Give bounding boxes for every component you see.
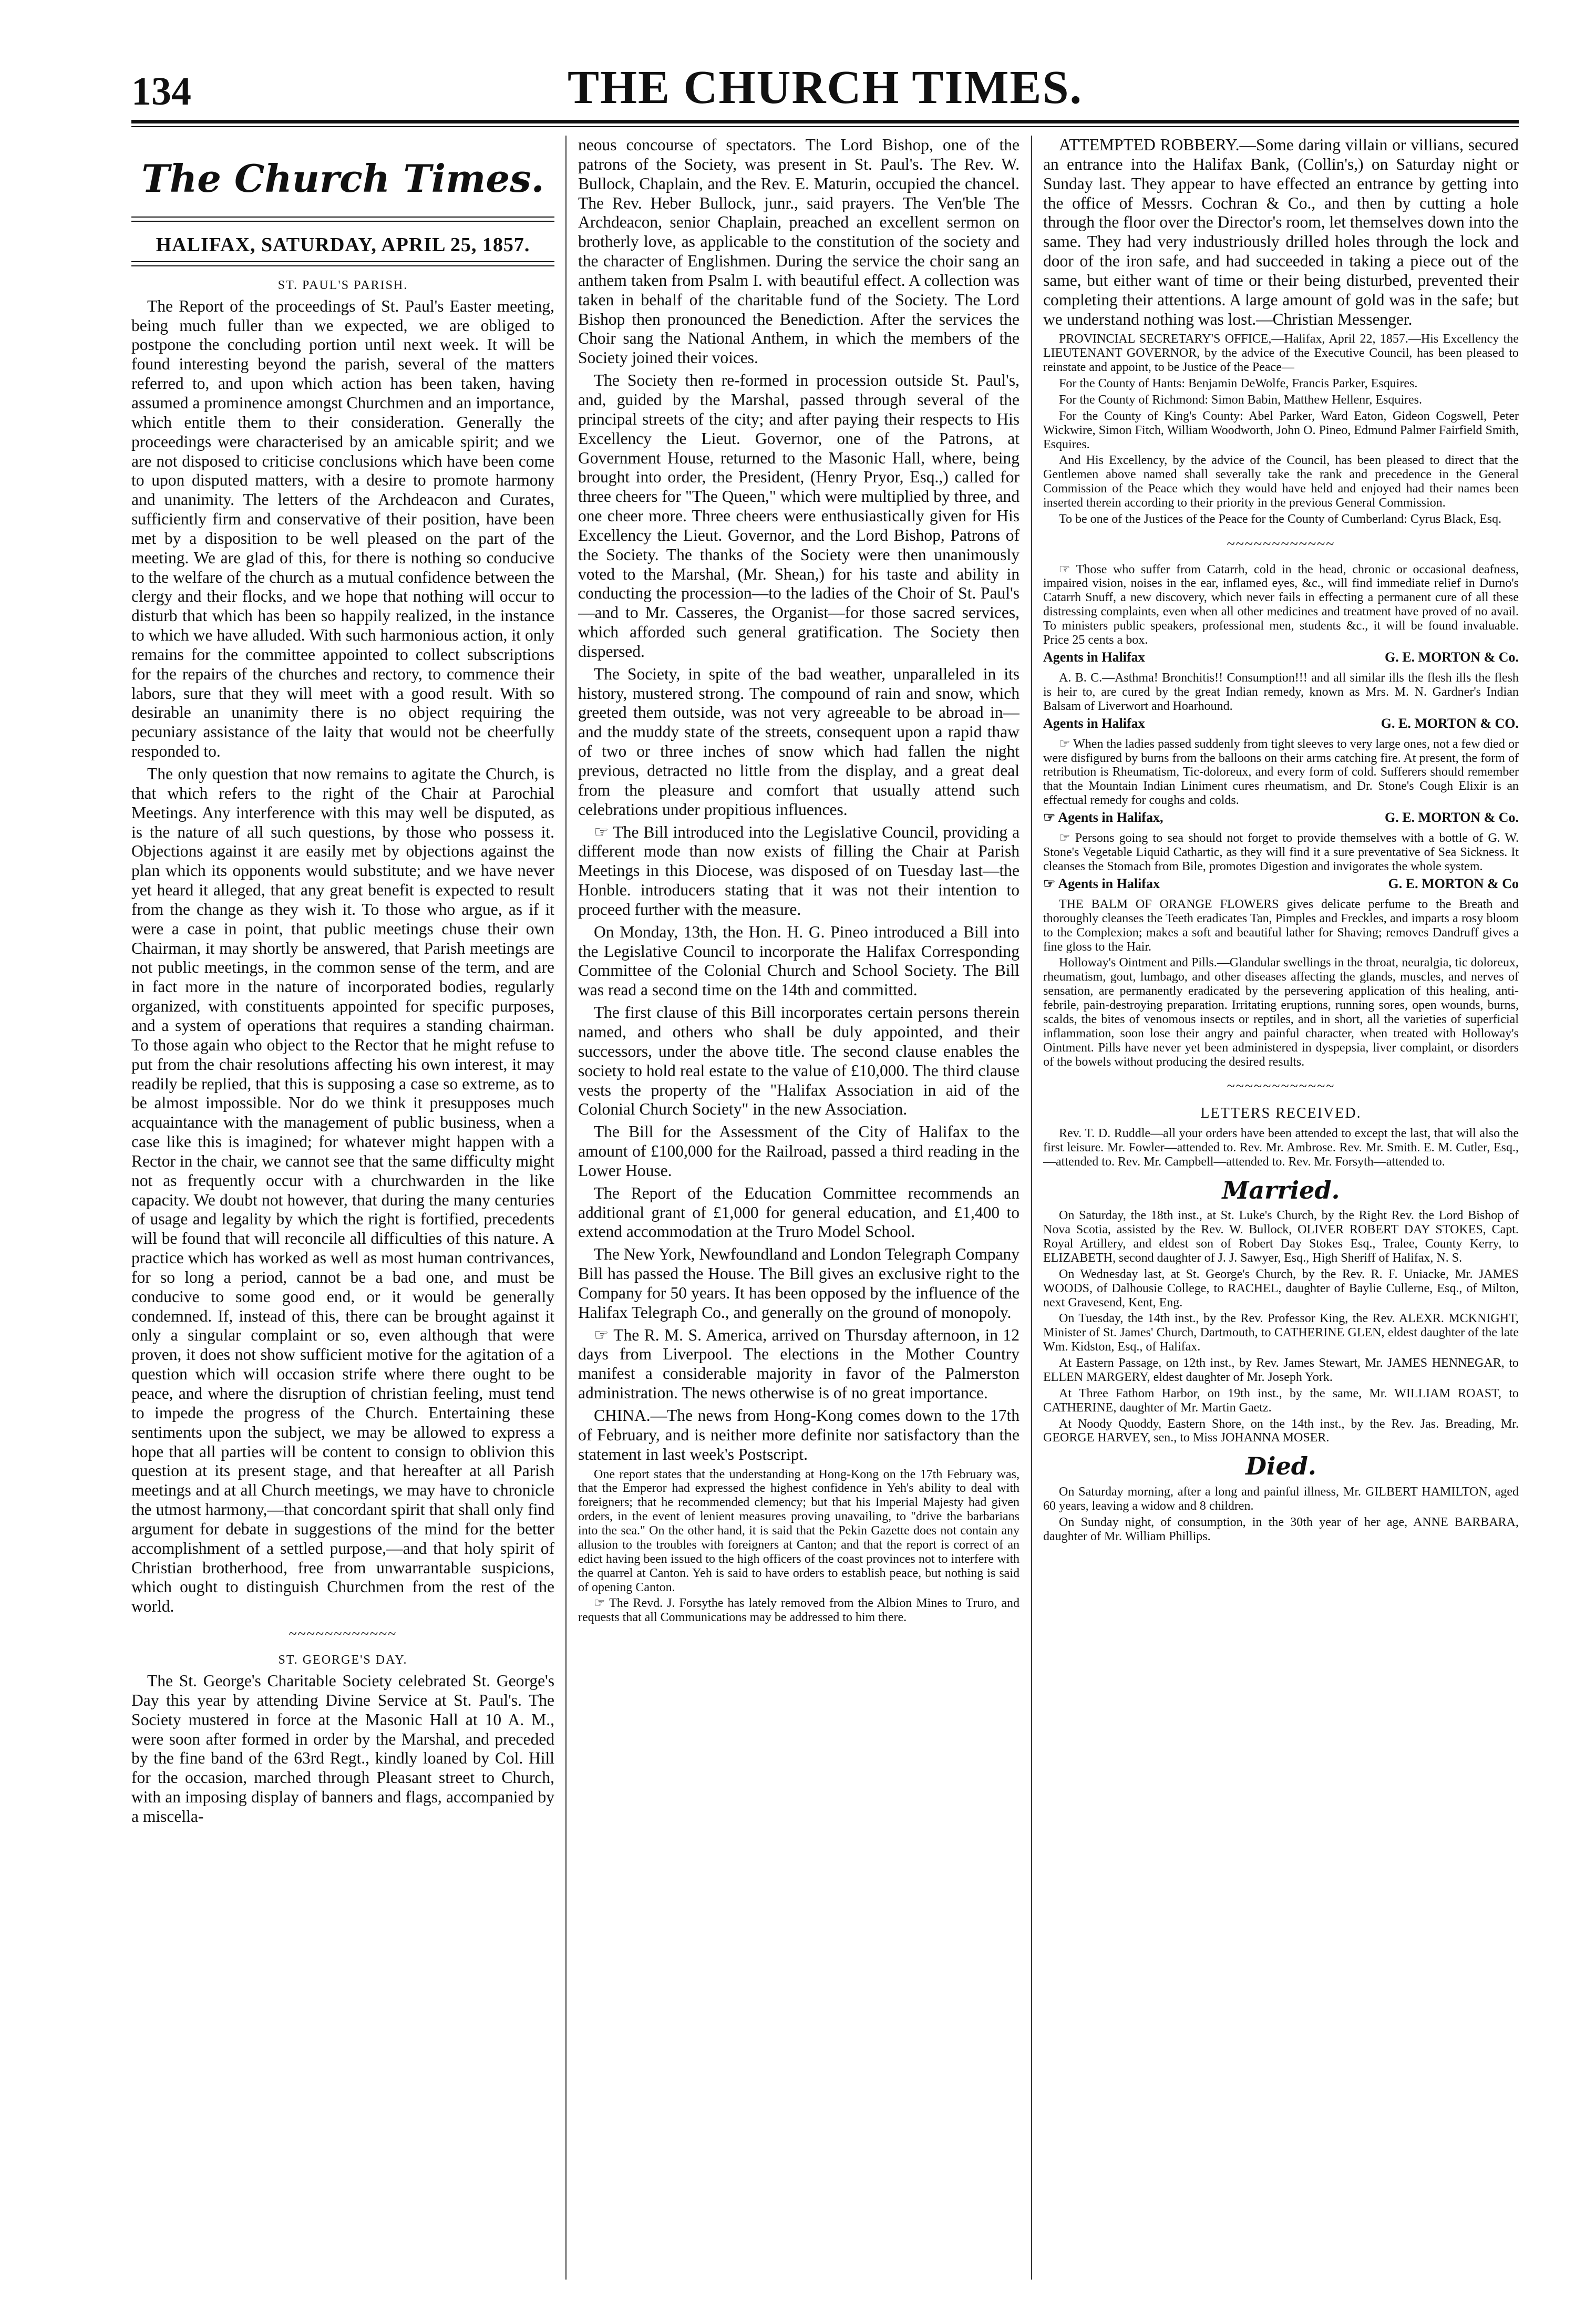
marriage-notice: At Eastern Passage, on 12th inst., by Rev. James Stewart, Mr. JAMES HENNEGAR, to ELLEN MARGERY, eldest daughter of Mr. Joseph York. (1043, 1356, 1519, 1384)
advertisement: ☞ Those who suffer from Catarrh, cold in the head, chronic or occasional deafness, impaired vision, noises in the ear, inflamed eyes, &c., will find immediate relief in Durno's Catarrh Snuff, a new discovery, which never fails in effecting a permanent cure of all these distressing complaints, even when all other medicines and treatment have proved of no avail. To ministers public speakers, professional men, students &c., it will be found invaluable. Price 25 cents a box. (1043, 562, 1519, 647)
column-3 (1043, 136, 1519, 2280)
dateline: HALIFAX, SATURDAY, APRIL 25, 1857. (156, 234, 530, 256)
article-paragraph: The Society then re-formed in procession outside St. Paul's, and, guided by the Marshal, passed through several of the principal streets of the city; and after paying their respects to His Excellency the Lieut. Governor, one of the Patrons, at Government House, returned to the Masonic Hall, where, being brought into order, the President, (Henry Pryor, Esq.,) called for three cheers for "The Queen," which were multiplied by three, and one cheer more. Three cheers were enthusiastically given for His Excellency the Lieut. Governor, and the Lord Bishop, Patrons of the Society. The thanks of the Society were then unanimously voted to the Marshal, (Mr. Shean,) for his taste and ability in conducting the procession—to the ladies of the Choir of St. Paul's—and to Mr. Casseres, the Organist—for those sacred services, which afforded such general gratification. The Society then dispersed. (578, 371, 1020, 661)
article-paragraph: The Bill for the Assessment of the City of Halifax to the amount of £100,000 for the Railroad, passed a third reading in the Lower House. (578, 1122, 1020, 1180)
agent-name: G. E. MORTON & Co. (1385, 810, 1519, 826)
article-paragraph: On Monday, 13th, the Hon. H. G. Pineo introduced a Bill into the Legislative Council to incorporate the Halifax Corresponding Committee of the Colonial Church and School Society. The Bill was read a second time on the 14th and committed. (578, 922, 1020, 999)
agent-name: G. E. MORTON & Co. (1385, 649, 1519, 665)
column-divider-2 (1031, 136, 1032, 2280)
article-paragraph: The New York, Newfoundland and London Telegraph Company Bill has passed the House. The Bill gives an exclusive right to the Company for 50 years. It has been opposed by the influence of the Halifax Telegraph Co., and generally on the ground of monopoly. (578, 1245, 1020, 1322)
page-number: 134 (131, 69, 191, 114)
advertisement: ☞ When the ladies passed suddenly from tight sleeves to very large ones, not a few died or were disfigured by burns from the balloons on their arms catching fire. At present, the form of retribution is Rheumatism, Tic-doloreux, and every form of cold. Sufferers should remember that the Mountain Indian Liniment cures rheumatism, and Dr. Stone's Cough Elixir is an effectual remedy for coughs and colds. (1043, 737, 1519, 808)
married-heading: Married. (1222, 1176, 1340, 1204)
column-divider-1 (565, 136, 567, 2280)
column-2 (578, 136, 1020, 2280)
article-paragraph: ☞ The Revd. J. Forsythe has lately removed from the Albion Mines to Truro, and requests that all Communications may be addressed to him there. (578, 1596, 1020, 1625)
letters-received-heading: LETTERS RECEIVED. (1200, 1105, 1362, 1122)
header-rule-thick (131, 120, 1519, 123)
advertisements-block (1043, 563, 1519, 1069)
advertisement: THE BALM OF ORANGE FLOWERS gives delicate perfume to the Breath and thoroughly cleanses the Teeth eradicates Tan, Pimples and Freckles, and imparts a rosy bloom to the Complexion; makes a soft and beautiful lather for Shaving; removes Dandruff gives a fine gloss to the Hair. (1043, 897, 1519, 954)
column-1 (131, 136, 554, 2280)
agent-label: ☞ Agents in Halifax, (1043, 810, 1163, 826)
article-paragraph: neous concourse of spectators. The Lord Bishop, one of the patrons of the Society, was present in St. Paul's. The Rev. W. Bullock, Chaplain, and the Rev. E. Maturin, occupied the chancel. The Rev. Heber Bullock, junr., said prayers. The Ven'ble The Archdeacon, senior Chaplain, preached an excellent sermon on brotherly love, as applicable to the constitution of the society and the character of Englishmen. During the service the choir sang an anthem taken from Psalm I. with beautiful effect. A collection was taken in behalf of the charitable fund of the Society. The Lord Bishop then pronounced the Benediction. After the services the Choir sang the National Anthem, in which the members of the Society joined their voices. (578, 136, 1020, 367)
death-notice: On Sunday night, of consumption, in the 30th year of her age, ANNE BARBARA, daughter of Mr. William Phillips. (1043, 1515, 1519, 1543)
agent-name: G. E. MORTON & CO. (1381, 715, 1519, 731)
agent-line (1043, 810, 1519, 825)
article-paragraph: The Report of the proceedings of St. Paul's Easter meeting, being much fuller than we expected, we are obliged to postpone the concluding portion until next week. It will be found interesting beyond the parish, several of the matters referred to, and upon which action has been taken, having assumed a prominence amongst Churchmen and an importance, which entitle them to their consideration. Generally the proceedings were characterised by an amicable spirit; and we are not disposed to criticise conclusions which have been come to upon disputed matters, with a desire to promote harmony and unanimity. The letters of the Archdeacon and Curates, sufficiently firm and conservative of their position, have been met by a disposition to be well pleased on the part of the meeting. We are glad of this, for there is nothing so conducive to the welfare of the church as a mutual confidence between the clergy and their flocks, and we hope that nothing will occur to disturb that which has been so happily realized, in the instance to which we have alluded. With such harmonious action, it only remains for the committee appointed to collect subscriptions for the repairs of the churches and rectory, to commence their labors, sure that they will meet with a good result. With so desirable an unanimity there is no object requiring the pecuniary assistance of the laity that would not be cheerfully responded to. (131, 296, 554, 761)
notice-paragraph: To be one of the Justices of the Peace for the County of Cumberland: Cyrus Black, Esq. (1059, 512, 1502, 526)
appointments-block (1043, 332, 1519, 526)
advertisement: A. B. C.—Asthma! Bronchitis!! Consumption!!! and all similar ills the flesh ills the flesh is heir to, are cured by the great Indian remedy, known as Mrs. M. N. Gardner's Indian Balsam of Liverwort and Hoarhound. (1043, 671, 1519, 713)
article-paragraph: The Society, in spite of the bad weather, unparalleled in its history, mustered strong. The compound of rain and snow, which greeted them outside, was not very agreeable to be abroad in—and the muddy state of the streets, consequent upon a rapid thaw of two or three inches of snow which had fallen the night previous, detracted no little from the display, and a great deal from the pleasure and comfort that usually attend such celebrations under propitious influences. (578, 664, 1020, 819)
marriage-notice: At Three Fathom Harbor, on 19th inst., by the same, Mr. WILLIAM ROAST, to CATHERINE, daughter of Mr. Martin Gaetz. (1043, 1386, 1519, 1415)
paper-title: THE CHURCH TIMES. (567, 61, 1083, 114)
dateline-rule (131, 261, 554, 266)
marriage-notice: On Wednesday last, at St. George's Church, by the Rev. R. F. Uniacke, Mr. JAMES WOODS, of Dalhousie College, to RACHEL, daughter of Baylie Cullerne, Esq., of Milton, next Gravesend, Kent, Eng. (1043, 1267, 1519, 1310)
article-paragraph: The St. George's Charitable Society celebrated St. George's Day this year by attending Divine Service at St. Paul's. The Society mustered in force at the Masonic Hall at 10 A. M., were soon after formed in order by the Marshal, and preceded by the fine band of the 63rd Regt., kindly loaned by Col. Hill for the occasion, marched through Pleasant street to Church, with an imposing display of banners and flags, accompanied by a miscella- (131, 1671, 554, 1826)
agent-line (1043, 876, 1519, 891)
notice-paragraph: For the County of King's County: Abel Parker, Ward Eaton, Gideon Cogswell, Peter Wickwire, Simon Fitch, William Woodworth, John O. Pineo, Edmund Palmer Fairfield Smith, Esquires. (1043, 409, 1519, 451)
article-paragraph: The Report of the Education Committee recommends an additional grant of £1,000 for general education, and £1,400 to extend accommodation at the Truro Model School. (578, 1183, 1020, 1241)
wavy-divider: ~~~~~~~~~~~~ (1227, 535, 1335, 552)
agent-label: Agents in Halifax (1043, 715, 1145, 731)
section-heading-st-george: ST. GEORGE'S DAY. (278, 1653, 408, 1667)
marriage-notice: On Tuesday, the 14th inst., by the Rev. Professor King, the Rev. ALEXR. MCKNIGHT, Minister of St. James' Church, Dartmouth, to CATHERINE GLEN, eldest daughter of the late Wm. Kidston, Esq., of Halifax. (1043, 1312, 1519, 1354)
agent-name: G. E. MORTON & Co (1388, 875, 1519, 891)
notice-paragraph: And His Excellency, by the advice of the Council, has been pleased to direct that the Gentlemen above named shall severally take the rank and precedence in the General Commission of the Peace which they would have held and enjoyed had their names been inserted therein according to their priority in the previous General Commission. (1043, 453, 1519, 510)
married-block (1043, 1209, 1519, 1445)
article-paragraph: ATTEMPTED ROBBERY.—Some daring villain or villians, secured an entrance into the Halifax Bank, (Collin's,) on Saturday night or Sunday last. They appear to have effected an entrance by getting into the office of Messrs. Cochran & Co., and then by cutting a hole through the floor over the Director's room, let themselves down into the same. They had very industriously drilled holes through the lock and door of the iron safe, and had succeeded in taking a piece out of the same, but either want of time or their being disturbed, prevented their completing their attentions. A large amount of gold was in the safe; but we understand nothing was lost.—Christian Messenger. (1043, 136, 1519, 328)
header-rule-thin (131, 126, 1519, 127)
wavy-divider: ~~~~~~~~~~~~ (289, 1626, 397, 1643)
notice-paragraph: For the County of Hants: Benjamin DeWolfe, Francis Parker, Esquires. (1059, 377, 1418, 391)
article-paragraph: The first clause of this Bill incorporates certain persons therein named, and others who shall be duly appointed, and their successors, under the above title. The second clause enables the society to hold real estate to the value of £10,000. The third clause vests the property of the "Halifax Association in aid of the Colonial Church Society" in the new Association. (578, 1003, 1020, 1119)
marriage-notice: At Noody Quoddy, Eastern Shore, on the 14th inst., by the Rev. Jas. Breading, Mr. GEORGE HARVEY, sen., to Miss JOHANNA MOSER. (1043, 1417, 1519, 1445)
article-paragraph: One report states that the understanding at Hong-Kong on the 17th February was, that the Emperor had expressed the highest confidence in Yeh's ability to deal with foreigners; that he recommended clemency; but that his Imperial Majesty had given orders, in the event of lenient measures proving unavailing, to "drive the barbarians into the sea." On the other hand, it is said that the Pekin Gazette does not contain any allusion to the troubles with foreigners at Canton; and that the report is correct of an edict having been issued to the high officers of the coast provinces not to interfere with the quarrel at Canton. Yeh is said to have orders to establish peace, but nothing is said of opening Canton. (578, 1467, 1020, 1594)
section-heading-st-pauls: ST. PAUL'S PARISH. (277, 278, 408, 292)
article-paragraph: CHINA.—The news from Hong-Kong comes down to the 17th of February, and is neither more definite nor satisfactory than the statement in last week's Postscript. (578, 1406, 1020, 1463)
advertisement: ☞ Persons going to sea should not forget to provide themselves with a bottle of G. W. Stone's Vegetable Liquid Cathartic, as they will find it a sure preventative of Sea Sickness. It cleanses the Stomach from Bile, promotes Digestion and invigorates the whole system. (1043, 831, 1519, 873)
nameplate-rule (131, 217, 554, 222)
death-notice: On Saturday morning, after a long and painful illness, Mr. GILBERT HAMILTON, aged 60 years, leaving a widow and 8 children. (1043, 1485, 1519, 1513)
letters-paragraph: Rev. T. D. Ruddle—all your orders have been attended to except the last, that will also the first leisure. Mr. Fowler—attended to. Rev. Mr. Ambrose. Rev. Mr. Smith. E. M. Cutler, Esq.,—attended to. Rev. Mr. Campbell—attended to. Rev. Mr. Forsyth—attended to. (1043, 1126, 1519, 1169)
died-block (1043, 1485, 1519, 1544)
marriage-notice: On Saturday, the 18th inst., at St. Luke's Church, by the Right Rev. the Lord Bishop of Nova Scotia, assisted by the Rev. W. Bullock, OLIVER ROBERT DAY STOKES, Capt. Royal Artillery, and eldest son of Robert Day Stokes Esq., Tralee, County Kerry, to ELIZABETH, second daughter of J. J. Sawyer, Esq., High Sheriff of Halifax, N. S. (1043, 1209, 1519, 1265)
agent-line (1043, 716, 1519, 731)
notice-paragraph: For the County of Richmond: Simon Babin, Matthew Hellenr, Esquires. (1059, 393, 1422, 407)
notice-paragraph: PROVINCIAL SECRETARY'S OFFICE,—Halifax, April 22, 1857.—His Excellency the LIEUTENANT GOVERNOR, by the advice of the Executive Council, has been pleased to reinstate and appoint, to be Justice of the Peace— (1043, 332, 1519, 375)
agent-label: ☞ Agents in Halifax (1043, 875, 1160, 891)
article-paragraph: ☞ The R. M. S. America, arrived on Thursday afternoon, in 12 days from Liverpool. The elections in the Mother Country manifest a considerable majority in favor of the Palmerston administration. The news otherwise is of no great importance. (578, 1325, 1020, 1403)
wavy-divider: ~~~~~~~~~~~~ (1227, 1078, 1335, 1095)
agent-label: Agents in Halifax (1043, 649, 1145, 665)
article-paragraph: ☞ The Bill introduced into the Legislative Council, providing a different mode than now exists of filling the Chair at Parish Meetings in this Diocese, was disposed of on Tuesday last—the Honble. introducers stating that it was not their intention to proceed further with the measure. (578, 822, 1020, 919)
nameplate: The Church Times. (141, 156, 544, 201)
letters-block (1043, 1127, 1519, 1169)
masthead (131, 57, 1519, 115)
died-heading: Died. (1245, 1452, 1316, 1481)
advertisement: Holloway's Ointment and Pills.—Glandular swellings in the throat, neuralgia, tic doloreux, rheumatism, gout, lumbago, and other diseases affecting the glands, muscles, and nerves of sensation, are permanently eradicated by the persevering application of this healing, anti-febrile, pain-destroying preparation. Irritating eruptions, running sores, open wounds, burns, scalds, the bites of venomous insects or reptiles, and in short, all the varieties of superficial inflammation, soon lose their angry and painful character, when treated with Holloway's Ointment. Pills have never yet been administered in dyspepsia, liver complaint, or disorders of the bowels without producing the desired results. (1043, 956, 1519, 1069)
small-print-block (578, 1468, 1020, 1625)
agent-line (1043, 650, 1519, 665)
article-paragraph: The only question that now remains to agitate the Church, is that which refers to the right of the Chair at Parochial Meetings. Any interference with this may well be disputed, as is the nature of all such questions, by those who possess it. Objections against it are easily met by objections against the plan which its opponents would substitute; and we have never yet heard it alleged, that any great benefit is expected to result from the change as they wish it. To those who argue, as if it were a case in point, that public meetings chuse their own Chairman, it may shortly be answered, that Parish meetings are not public meetings, in the common sense of the term, and are in fact more in the nature of incorporated bodies, regularly organized, with constituents appointed for specific purposes, and a system of operations that requires a standing chairman. To those again who object to the Rector that he might refuse to put from the chair resolutions affecting his own interest, it may readily be replied, that this is supposing a case so extreme, as to be almost impossible. Nor do we think it presupposes much acquaintance with the management of public business, when a case like this is imagined; for whatever might happen with a Rector in the chair, we cannot see that the same difficulty might not as frequently occur with a churchwarden in the like capacity. We doubt not however, that during the many centuries of usage and legality by which the right is fortified, precedents will be found that will reconcile all difficulties of this nature. A practice which has worked as well as most human contrivances, for so long a period, cannot be a bad one, and must be conducive to some good end, or it would be generally condemned. If, instead of this, there can be brought against it only a singular complaint or so, even although that were proven, it does not show sufficient motive for the agitation of a question which will occasion strife where there ought to be peace, and where the disruption of christian feeling, must tend to impede the progress of the Church. Entertaining these sentiments upon the subject, we may be allowed to express a hope that all parties will be content to consign to oblivion this question at its present stage, and that hereafter at all Parish meetings and at all Church meetings, we may have to chronicle the utmost harmony,—that concordant spirit that shall only find argument for debate in suggestions of the mind for the better accomplishment of a settled purpose,—and that holy spirit of Christian brotherhood, free from unwarrantable suspicions, which ought to distinguish Churchmen from the rest of the world. (131, 765, 554, 1616)
